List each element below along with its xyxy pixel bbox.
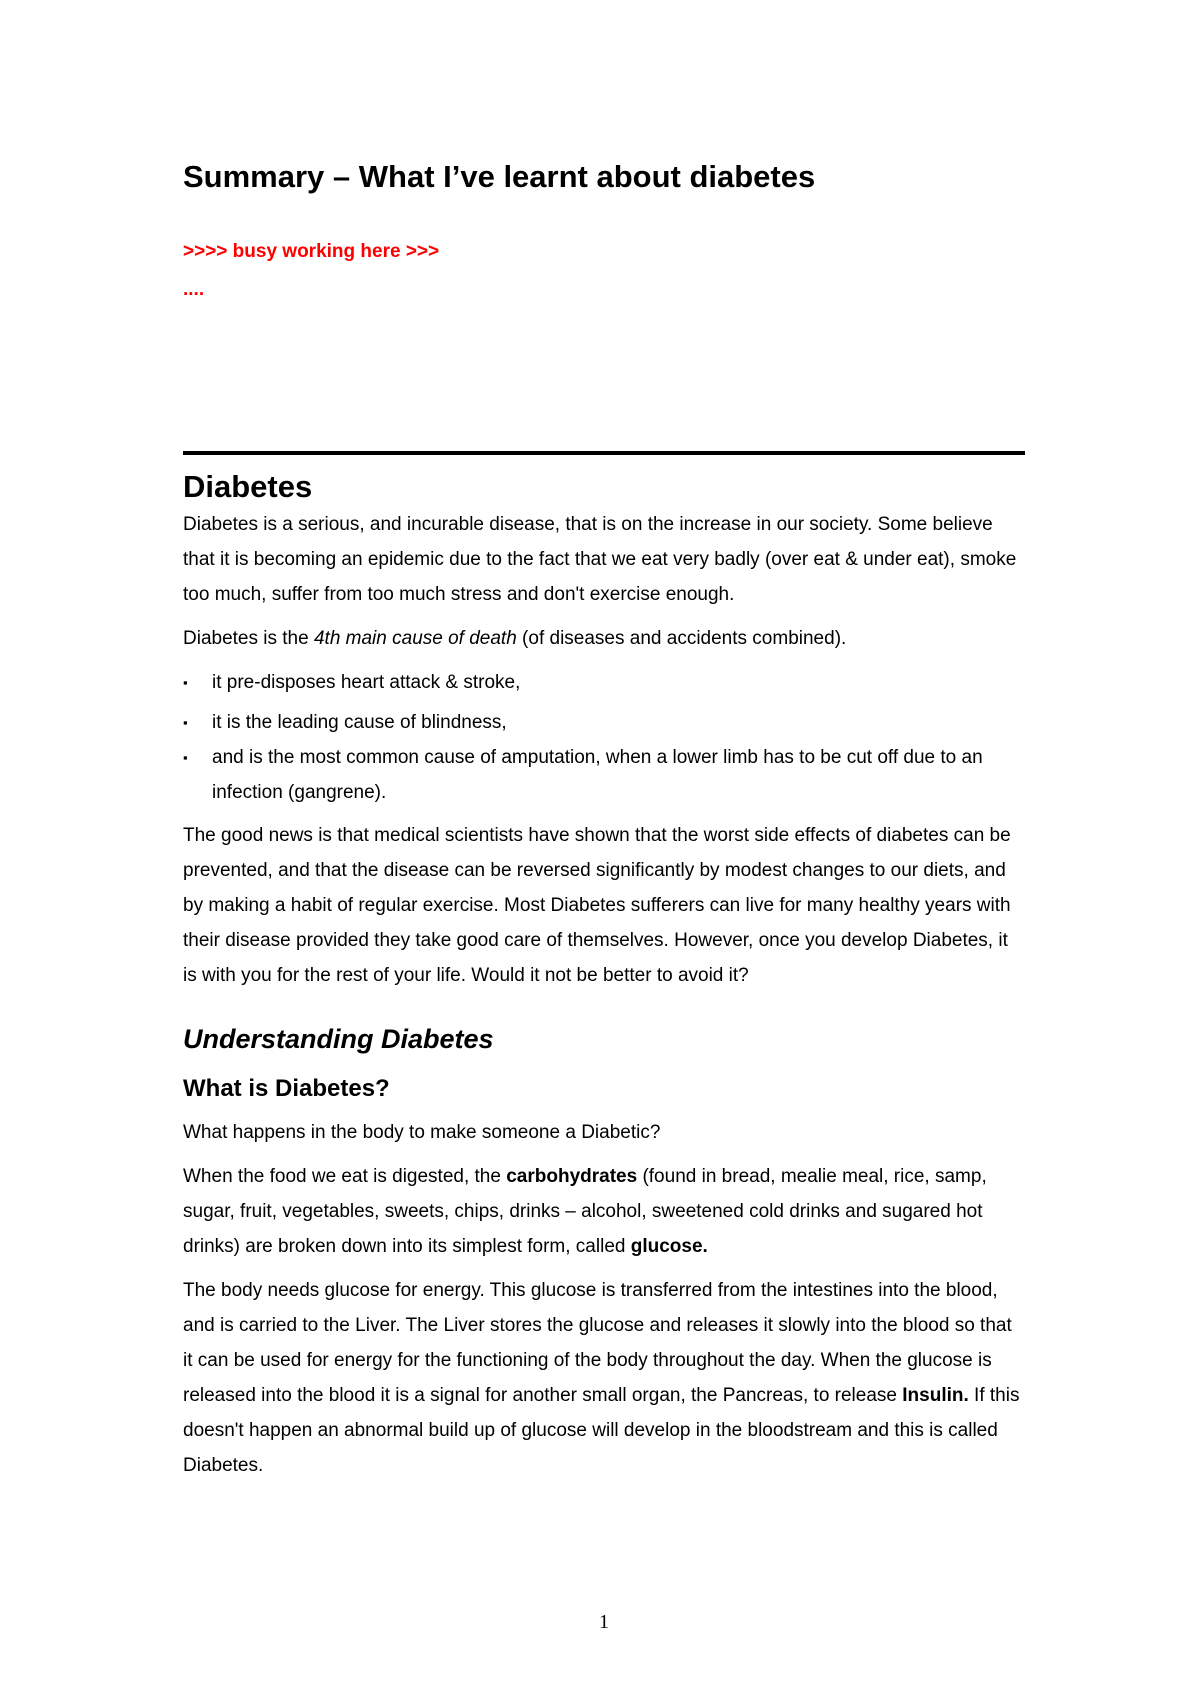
list-item-text: it is the leading cause of blindness, — [212, 712, 507, 733]
bullet-icon: ▪ — [183, 750, 188, 765]
horizontal-rule — [183, 451, 1025, 455]
what-is-diabetes-heading: What is Diabetes? — [183, 1075, 390, 1102]
digestion-paragraph — [183, 1159, 1025, 1264]
list-item — [183, 705, 1025, 740]
page-number: 1 — [599, 1611, 609, 1633]
cause-text-start: Diabetes is the — [183, 628, 314, 649]
list-item — [183, 665, 1025, 700]
digestion-text-2: (found in bread, mealie meal, rice, samp, sugar, fruit, vegetables, sweets, chips, drinks – alcohol, sweetened cold drinks and sugared hot drinks) are broken down into its simplest form, called — [183, 1166, 987, 1257]
cause-text-end: (of diseases and accidents combined). — [516, 628, 847, 649]
understanding-heading: Understanding Diabetes — [183, 1024, 494, 1054]
glucose-paragraph — [183, 1273, 1025, 1483]
bullet-icon: ▪ — [183, 675, 188, 690]
diabetes-intro-paragraph: Diabetes is a serious, and incurable disease, that is on the increase in our society. Some believe that it is becoming an epidemic due to the fact that we eat very badly (over eat & under eat), smoke too much, suffer from too much stress and don't exercise enough. — [183, 514, 1017, 605]
glucose-term: glucose. — [630, 1236, 708, 1257]
content — [183, 467, 1025, 1492]
status-line: >>>> busy working here >>> — [183, 241, 440, 262]
diabetes-heading: Diabetes — [183, 469, 313, 504]
cause-of-death-paragraph — [183, 621, 1025, 656]
glucose-text-1: The body needs glucose for energy. This glucose is transferred from the intestines into the blood, and is carried to the Liver. The Liver stores the glucose and releases it slowly into the blood so that it can be used for energy for the functioning of the body throughout the day. When the glucose is released into the blood it is a signal for another small organ, the Pancreas, to release — [183, 1280, 1012, 1406]
effects-list — [183, 665, 1025, 810]
bullet-icon: ▪ — [183, 715, 188, 730]
document-page — [183, 0, 1025, 1696]
glucose-text-2: If this doesn't happen an abnormal build up of glucose will develop in the bloodstream and this is called Diabetes. — [183, 1385, 1020, 1476]
list-item-text: it pre-disposes heart attack & stroke, — [212, 672, 521, 693]
insulin-term: Insulin. — [902, 1385, 969, 1406]
list-item-text: and is the most common cause of amputation, when a lower limb has to be cut off due to an infection (gangrene). — [212, 747, 983, 803]
carbohydrates-term: carbohydrates — [506, 1166, 638, 1187]
summary-title: Summary – What I’ve learnt about diabetes — [183, 159, 816, 194]
cause-emphasis: 4th main cause of death — [313, 628, 517, 649]
digestion-text-1: When the food we eat is digested, the — [183, 1166, 507, 1187]
list-item — [183, 740, 1025, 810]
status-dots: .... — [183, 279, 205, 300]
good-news-paragraph: The good news is that medical scientists have shown that the worst side effects of diabetes can be prevented, and that the disease can be reversed significantly by modest changes to our diets, and by making a habit of regular exercise. Most Diabetes sufferers can live for many healthy years with their disease provided they take good care of themselves. However, once you develop Diabetes, it is with you for the rest of your life. Would it not be better to avoid it? — [183, 825, 1011, 986]
question-paragraph: What happens in the body to make someone a Diabetic? — [183, 1122, 661, 1143]
